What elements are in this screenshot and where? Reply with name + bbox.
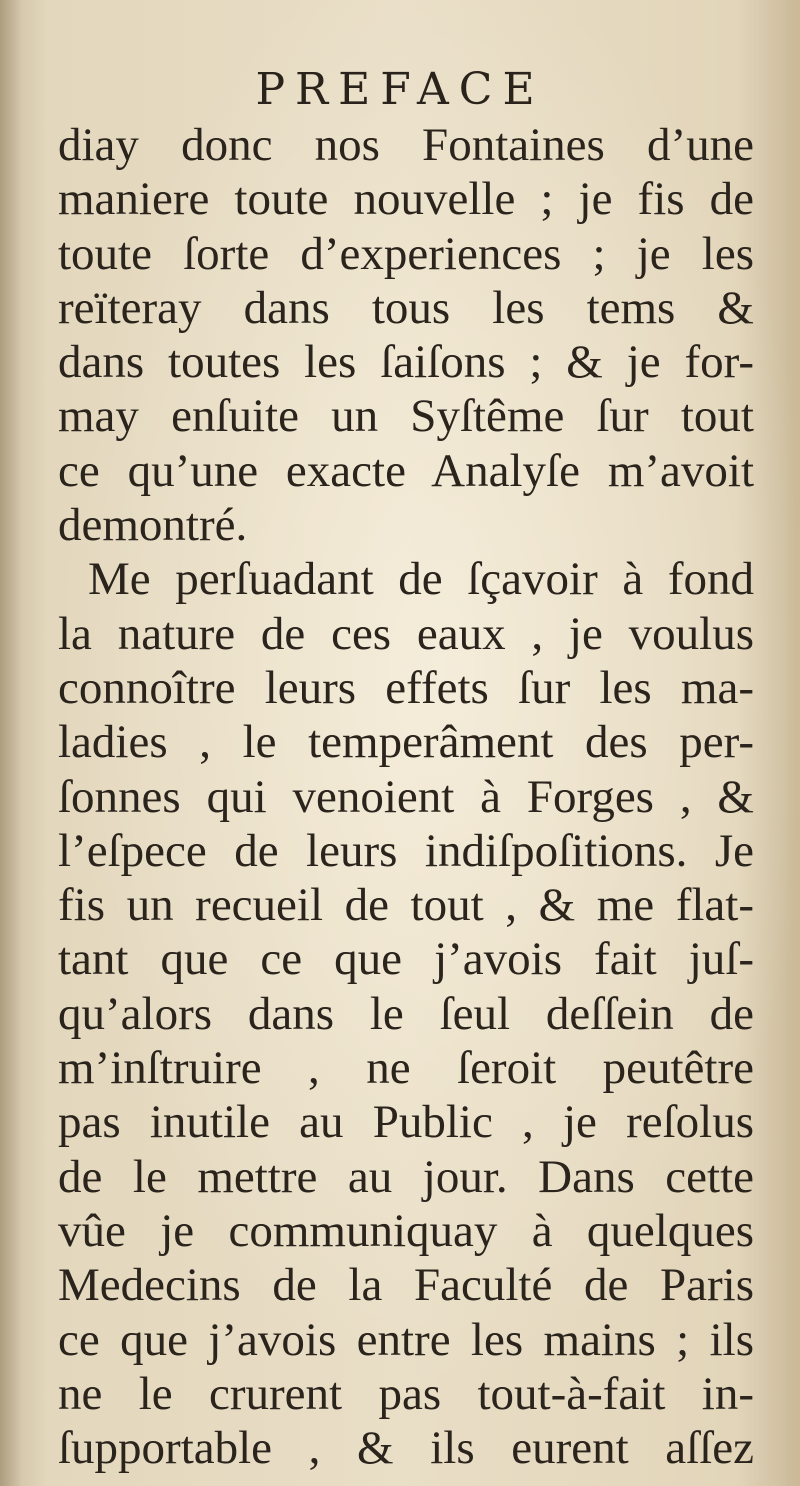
text-line: connoître leurs effets ſur les ma- (58, 661, 754, 714)
text-line: pas inutile au Public , je reſolus (58, 1096, 754, 1149)
text-line: tant que ce que j’avois fait juſ- (58, 933, 754, 986)
text-line: diay donc nos Fontaines d’une (58, 119, 754, 171)
text-line: l’eſpece de leurs indiſpoſitions. Je (58, 824, 754, 877)
binding-shadow (0, 0, 22, 1486)
text-line: ſupportable , & ils eurent aſſez (58, 1422, 754, 1475)
text-line: ne le crurent pas tout-à-fait in- (58, 1367, 754, 1420)
page-edge (786, 0, 800, 1486)
text-line: m’inſtruire , ne ſeroit peutêtre (58, 1042, 754, 1095)
text-line: dans toutes les ſaiſons ; & je for- (58, 336, 754, 389)
text-line: la nature de ces eaux , je voulus (58, 607, 754, 660)
text-line: vûe je communiquay à quelques (58, 1204, 754, 1257)
text-line: fis un recueil de tout , & me flat- (58, 879, 754, 932)
text-line: Me perſuadant de ſçavoir à fond (88, 553, 754, 606)
text-line: maniere toute nouvelle ; je fis de (58, 173, 754, 226)
text-line: ſonnes qui venoient à Forges , & (58, 770, 754, 823)
text-line: demontré. (58, 499, 248, 552)
text-line: reïteray dans tous les tems & (58, 281, 754, 334)
text-line: qu’alors dans le ſeul deſſein de (58, 987, 754, 1040)
text-line: ce qu’une exacte Analyſe m’avoit (58, 444, 754, 497)
text-line: de le mettre au jour. Dans cette (58, 1150, 754, 1203)
body-text (58, 118, 754, 1475)
text-line: toute ſorte d’experiences ; je les (58, 227, 754, 280)
running-head: PREFACE (255, 64, 545, 115)
text-line: may enſuite un Syſtême ſur tout (58, 390, 754, 443)
text-line: ce que j’avois entre les mains ; ils (58, 1313, 754, 1366)
text-line: ladies , le temperâment des per- (58, 716, 754, 769)
text-line: Medecins de la Faculté de Paris (58, 1259, 754, 1312)
